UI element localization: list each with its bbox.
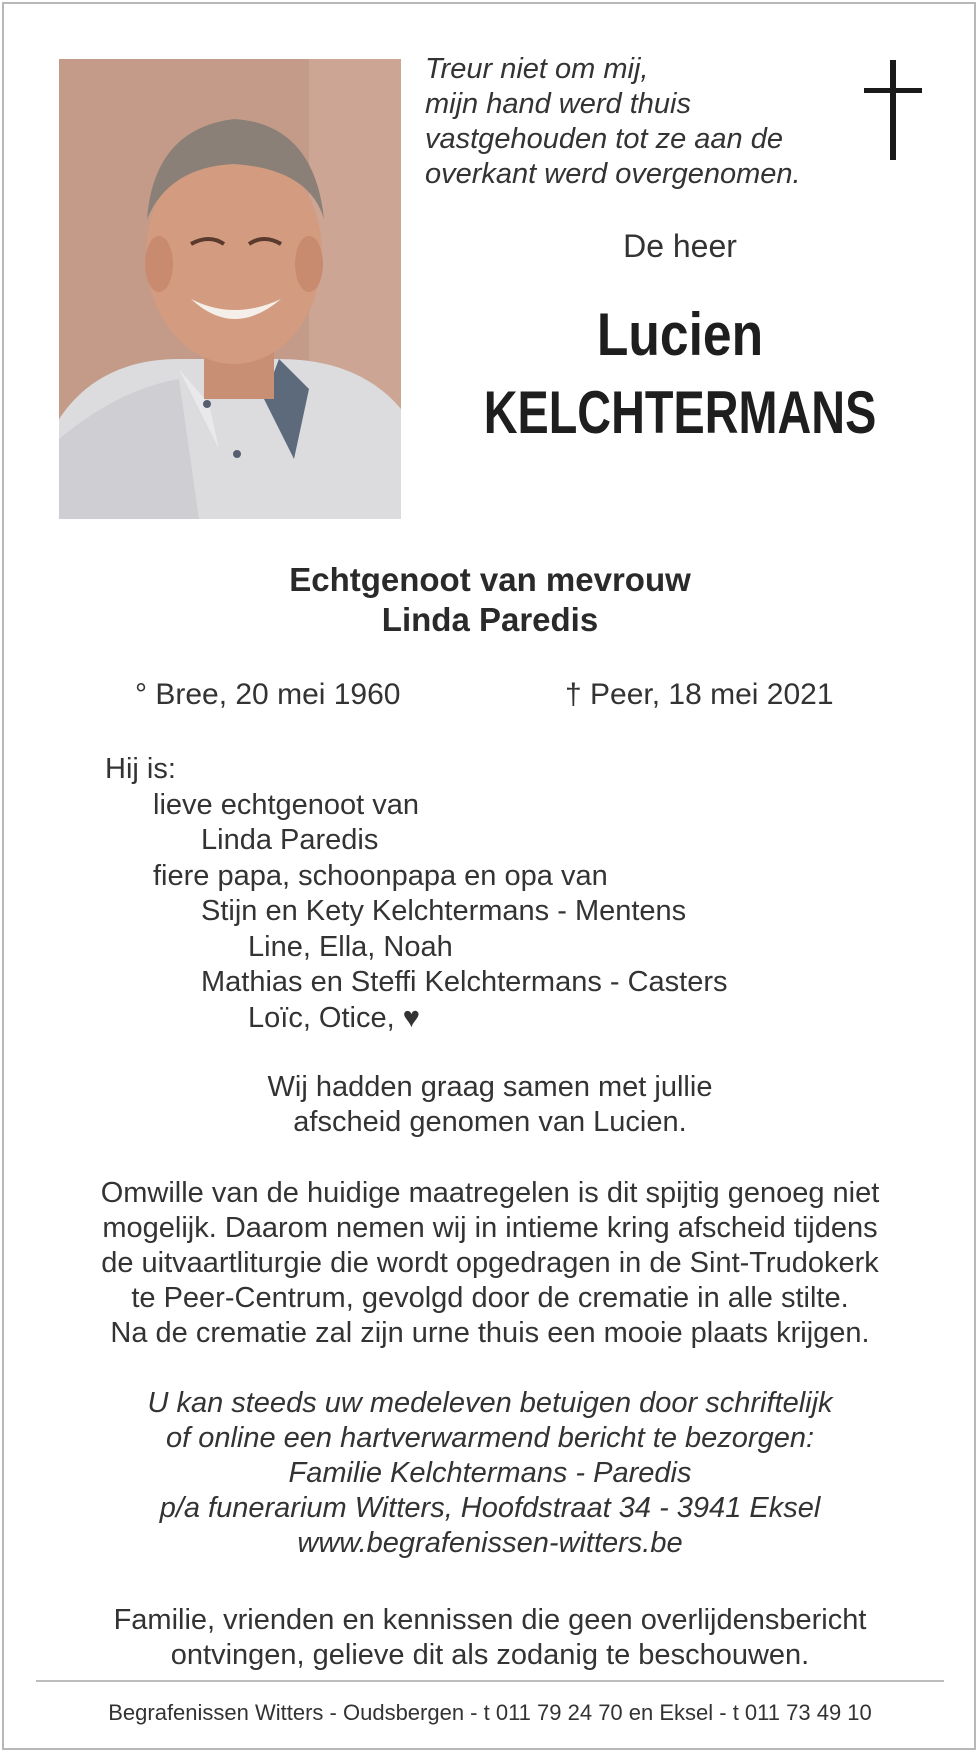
list-item: Line, Ella, Noah — [248, 930, 453, 963]
portrait-illustration — [59, 59, 401, 519]
footer-contact: Begrafenissen Witters - Oudsbergen - t 011 79 24 70 en Eksel - t 011 73 49 10 — [108, 1700, 872, 1725]
measures-paragraph — [0, 1176, 980, 1351]
spouse-block — [0, 560, 980, 640]
spouse-line: Echtgenoot van mevrouw — [289, 561, 691, 598]
paragraph-line: afscheid genomen van Lucien. — [293, 1106, 687, 1138]
paragraph-line: de uitvaartliturgie die wordt opgedragen in de Sint-Trudokerk — [101, 1247, 879, 1279]
condolences-paragraph — [0, 1386, 980, 1561]
deceased-first-name: Lucien — [596, 301, 764, 368]
family-list — [105, 752, 728, 1036]
list-item: Mathias en Steffi Kelchtermans - Casters — [201, 966, 728, 998]
portrait-photo — [59, 59, 401, 519]
poem-line: overkant werd overgenomen. — [425, 158, 801, 190]
paragraph-line: of online een hartverwarmend bericht te bezorgen: — [165, 1422, 815, 1454]
paragraph-line: ontvingen, gelieve dit als zodanig te beschouwen. — [170, 1639, 810, 1671]
notice-paragraph — [0, 1603, 980, 1673]
death-info: † Peer, 18 mei 2021 — [565, 678, 834, 711]
paragraph-line: U kan steeds uw medeleven betuigen door schriftelijk — [147, 1387, 833, 1419]
list-item: lieve echtgenoot van — [153, 788, 420, 821]
paragraph-line: te Peer-Centrum, gevolgd door de crematie in alle stilte. — [131, 1282, 849, 1314]
family-address-name: Familie Kelchtermans - Paredis — [288, 1457, 692, 1489]
list-item: Loïc, Otice, ♥ — [248, 1001, 420, 1034]
paragraph-line: Na de crematie zal zijn urne thuis een mooie plaats krijgen. — [110, 1317, 870, 1349]
family-intro: Hij is: — [105, 753, 176, 785]
footer-divider — [36, 1680, 944, 1682]
website-link[interactable]: www.begrafenissen-witters.be — [297, 1527, 683, 1559]
poem — [425, 52, 845, 192]
paragraph-line: Omwille van de huidige maatregelen is dit spijtig genoeg niet — [100, 1177, 880, 1209]
list-item: fiere papa, schoonpapa en opa van — [153, 859, 608, 892]
list-item: Linda Paredis — [201, 824, 379, 856]
farewell-paragraph — [0, 1070, 980, 1140]
poem-line: Treur niet om mij, — [425, 53, 649, 85]
funeral-home-address: p/a funerarium Witters, Hoofdstraat 34 - 3941 Eksel — [159, 1492, 821, 1524]
honorific: De heer — [623, 228, 737, 264]
birth-info: ° Bree, 20 mei 1960 — [135, 678, 401, 711]
paragraph-line: Familie, vrienden en kennissen die geen overlijdensbericht — [113, 1604, 867, 1636]
poem-line: mijn hand werd thuis — [425, 88, 691, 120]
poem-line: vastgehouden tot ze aan de — [425, 123, 783, 155]
list-item: Stijn en Kety Kelchtermans - Mentens — [201, 895, 687, 927]
spouse-name: Linda Paredis — [381, 601, 599, 638]
paragraph-line: Wij hadden graag samen met jullie — [267, 1071, 713, 1103]
deceased-last-name: KELCHTERMANS — [483, 379, 877, 446]
cross-icon — [864, 60, 922, 160]
paragraph-line: mogelijk. Daarom nemen wij in intieme kring afscheid tijdens — [102, 1212, 878, 1244]
